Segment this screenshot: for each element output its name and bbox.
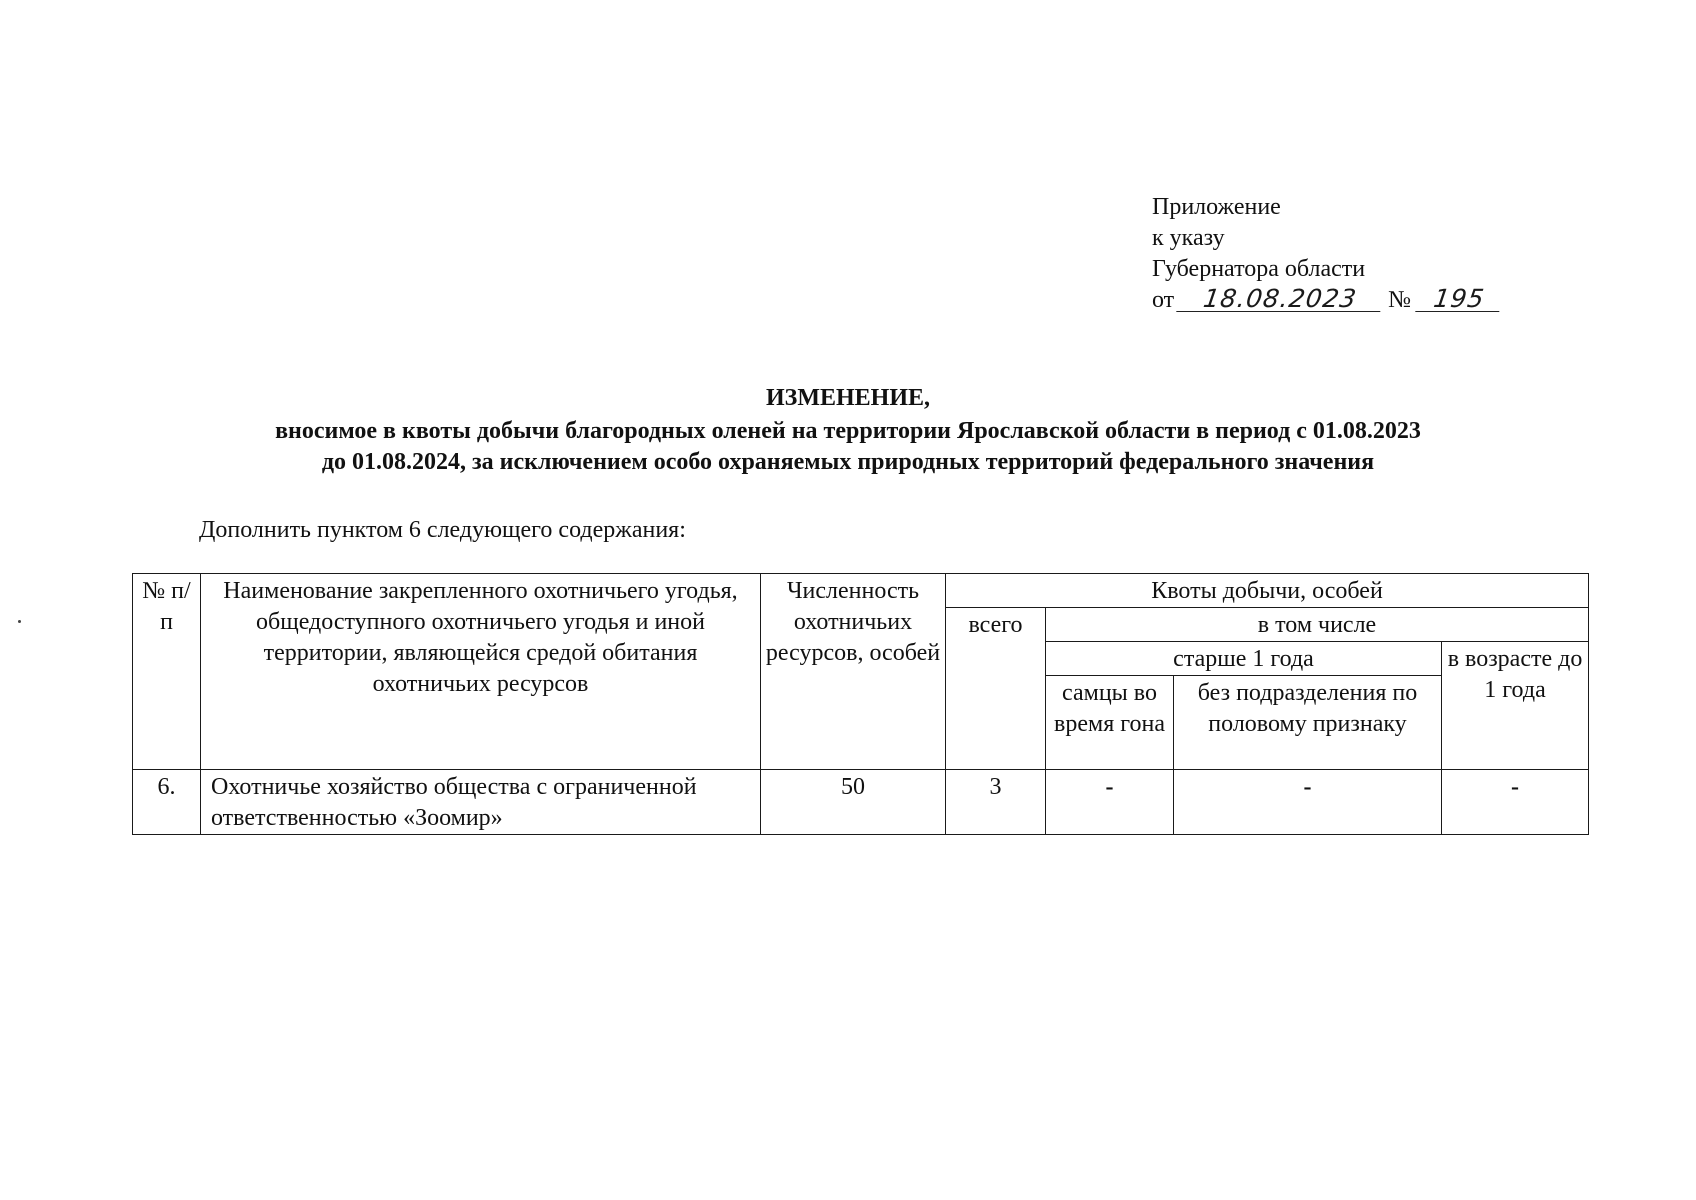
cell-under-one: - xyxy=(1442,770,1589,835)
appendix-block xyxy=(1152,192,1501,316)
header-total: всего xyxy=(946,608,1046,770)
header-older: старше 1 года xyxy=(1046,642,1442,676)
cell-name: Охотничье хозяйство общества с ограниченной ответственностью «Зоомир» xyxy=(201,770,761,835)
header-under-one: в возрасте до 1 года xyxy=(1442,642,1589,770)
cell-population: 50 xyxy=(761,770,946,835)
header-name: Наименование закрепленного охотничьего угодья, общедоступного охотничьего угодья и иной территории, являющейся средой обитания охотничьих ресурсов xyxy=(201,574,761,770)
header-quotas: Квоты добычи, особей xyxy=(946,574,1589,608)
quota-table xyxy=(132,573,1589,835)
cell-number: 6. xyxy=(133,770,201,835)
handwritten-number: 195 xyxy=(1415,287,1503,312)
document-subtitle-line-1: вносимое в квоты добычи благородных оленей на территории Ярославской области в период с 01.08.2023 xyxy=(275,418,1421,444)
table-row xyxy=(133,770,1589,835)
number-label: № xyxy=(1388,287,1412,313)
document-heading: ИЗМЕНЕНИЕ, xyxy=(765,385,930,411)
header-males-rut: самцы во время гона xyxy=(1046,676,1174,770)
appendix-date-line xyxy=(1152,285,1501,316)
header-including: в том числе xyxy=(1046,608,1589,642)
header-population: Численность охотничьих ресурсов, особей xyxy=(761,574,946,770)
appendix-line-1: Приложение xyxy=(1152,194,1281,220)
intro-paragraph: Дополнить пунктом 6 следующего содержания: xyxy=(199,517,686,543)
handwritten-date: 18.08.2023 xyxy=(1176,287,1384,312)
header-no-sex: без подразделения по половому признаку xyxy=(1174,676,1442,770)
cell-no-sex: - xyxy=(1174,770,1442,835)
cell-total: 3 xyxy=(946,770,1046,835)
appendix-line-3: Губернатора области xyxy=(1152,256,1366,282)
document-subtitle-line-2: до 01.08.2024, за исключением особо охраняемых природных территорий федерального значения xyxy=(321,449,1375,475)
cell-males-rut: - xyxy=(1046,770,1174,835)
from-label: от xyxy=(1152,287,1175,313)
scan-speck xyxy=(18,620,21,623)
header-row-1 xyxy=(133,574,1589,608)
appendix-line-2: к указу xyxy=(1152,225,1225,251)
header-number: № п/п xyxy=(133,574,201,770)
